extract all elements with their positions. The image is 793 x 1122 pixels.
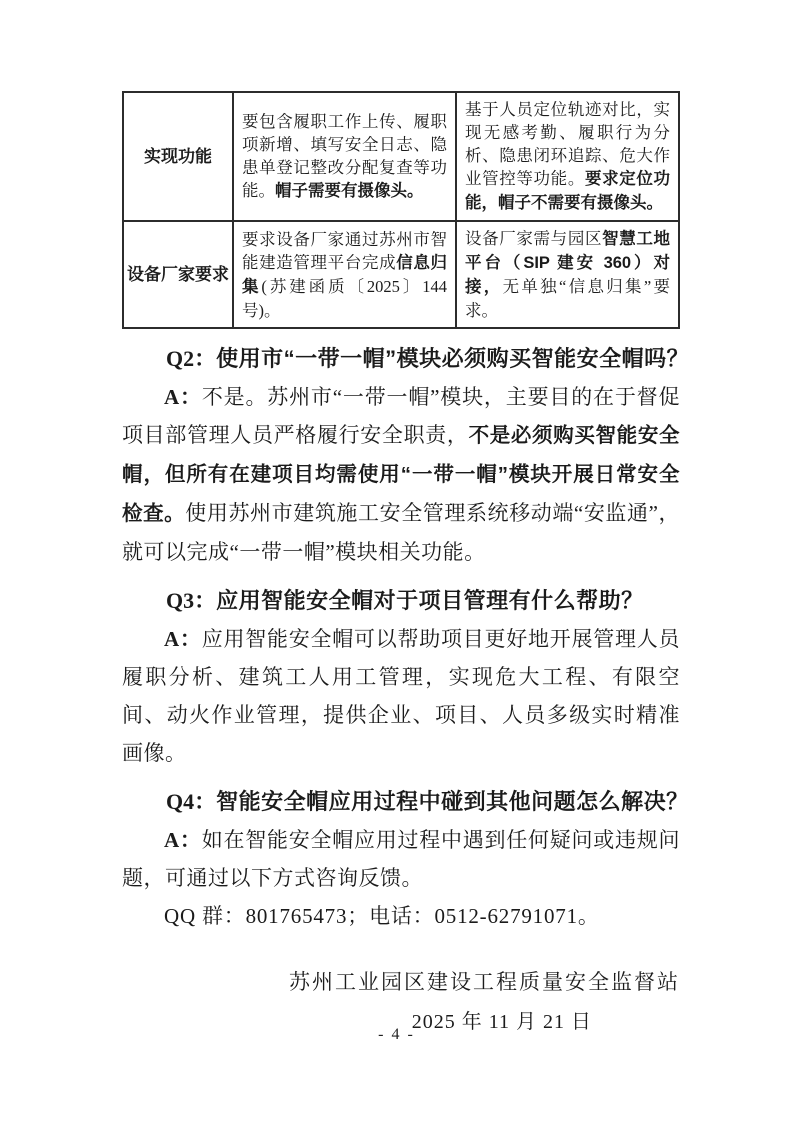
question-q4 (122, 783, 689, 821)
answer-q3 (122, 620, 680, 772)
document-content (122, 91, 690, 1042)
answer-text-bold: 不是必须购买智能安全帽，但所有在建项目均需使用“一带一帽”模块开展日常安全检查。 (122, 424, 681, 525)
answer-q4 (122, 821, 680, 897)
cell-text-bold: 智慧工地平台（SIP 建安 360）对接， (465, 230, 671, 296)
question-q4-label: Q4： (166, 789, 217, 814)
cell-text: 要求设备厂家通过苏州市智能建造管理平台完成 (242, 229, 447, 272)
question-q3-text: 应用智能安全帽对于项目管理有什么帮助？ (216, 588, 644, 613)
question-q2-label: Q2： (166, 346, 217, 371)
contact-text: QQ 群：801765473；电话：0512-62791071。 (164, 904, 600, 928)
cell-vendor-park (456, 221, 679, 328)
table-row-vendor-requirements (123, 221, 679, 328)
cell-text: 要包含履职工作上传、履职项新增、填写安全日志、隐患单登记整改分配复查等功能。 (242, 112, 447, 200)
contact-line (122, 897, 680, 935)
answer-q2 (122, 378, 680, 571)
cell-text-bold: 帽子需要有摄像头。 (275, 182, 424, 200)
answer-text: 如在智能安全帽应用过程中遇到任何疑问或违规问题，可通过以下方式咨询反馈。 (122, 828, 681, 890)
cell-text: 无单独“信息归集”要求。 (465, 277, 670, 320)
answer-text: 使用苏州市建筑施工安全管理系统移动端“安监通”，就可以完成“一带一帽”模块相关功能。 (122, 501, 681, 564)
answer-label: A： (164, 627, 202, 651)
row-header-vendor: 设备厂家要求 (123, 221, 233, 328)
cell-text: (苏建函质〔2025〕144 号)。 (242, 276, 447, 320)
page-number: - 4 - (378, 1026, 415, 1043)
signature-line: 苏州工业园区建设工程质量安全监督站 (289, 970, 680, 994)
cell-text-bold: 要求定位功能，帽子不需要有摄像头。 (465, 170, 671, 212)
cell-functions-city (233, 92, 456, 221)
answer-label: A： (164, 385, 202, 409)
question-q4-text: 智能安全帽应用过程中碰到其他问题怎么解决？ (216, 789, 689, 814)
cell-text: 设备厂家需与园区 (465, 229, 603, 248)
date-line: 2025 年 11 月 21 日 (411, 1011, 592, 1033)
question-q2-text: 使用市“一带一帽”模块必须购买智能安全帽吗？ (216, 346, 690, 371)
table-row-functions (123, 92, 679, 221)
cell-vendor-city (233, 221, 456, 328)
answer-text: 不是。苏州市“一带一帽”模块，主要目的在于督促项目部管理人员严格履行安全职责， (122, 385, 680, 447)
comparison-table (122, 91, 680, 329)
question-q2 (122, 340, 690, 378)
answer-label: A： (164, 828, 202, 852)
answer-text: 应用智能安全帽可以帮助项目更好地开展管理人员履职分析、建筑工人用工管理，实现危大工程、有限空间、动火作业管理，提供企业、项目、人员多级实时精准画像。 (122, 627, 681, 765)
cell-functions-park (456, 92, 679, 221)
row-header-functions: 实现功能 (123, 92, 233, 221)
cell-text: 基于人员定位轨迹对比，实现无感考勤、履职行为分析、隐患闭环追踪、危大作业管控等功能。 (465, 100, 670, 188)
cell-text-bold: 信息归集 (242, 253, 448, 296)
question-q3 (122, 582, 680, 620)
question-q3-label: Q3： (166, 588, 217, 613)
